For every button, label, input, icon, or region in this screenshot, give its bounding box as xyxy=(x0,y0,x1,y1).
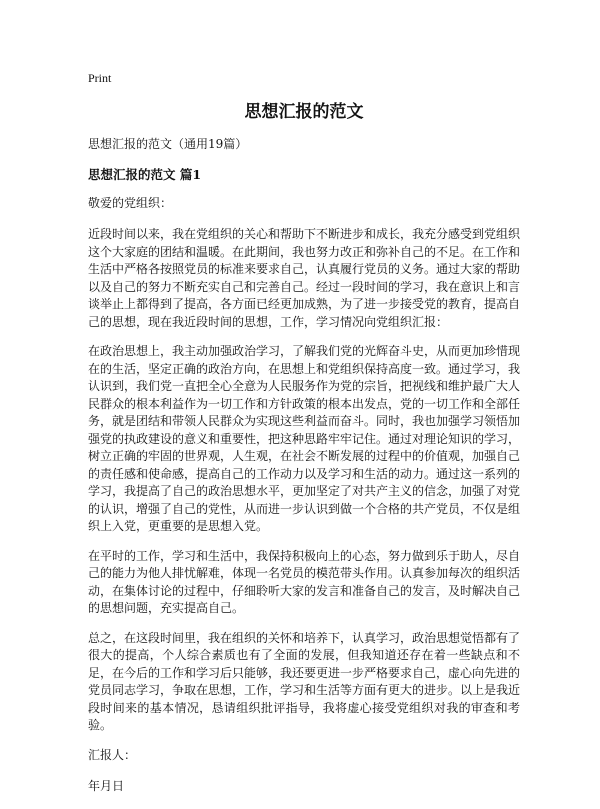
paragraph-4: 总之，在这段时间里，我在组织的关怀和培养下，认真学习，政治思想觉悟都有了很大的提高，个人综合素质也有了全面的发展，但我知道还存在着一些缺点和不足，在今后的工作和学习后只能够，我还要更进一步严格要求自己，虚心向先进的党员同志学习，争取在思想，工作，学习和生活等方面有更大的进步。以上是我近段时间来的基本情况，恳请组织批评指导，我将虚心接受党组织对我的审查和考验。 xyxy=(88,630,521,732)
paragraph-1: 近段时间以来，我在党组织的关心和帮助下不断进步和成长，我充分感受到党组织这个大家庭的团结和温暖。在此期间，我也努力改正和弥补自己的不足。在工作和生活中严格各按照党员的标准来要求自己，认真履行党员的义务。通过大家的帮助以及自己的努力不断充实自己和完善自己。经过一段时间的学习，我在意识上和言谈举止上都得到了提高，各方面已经更加成熟，为了进一步接受党的教育，提高自己的思想，现在我近段时间的思想，工作，学习情况向党组织汇报： xyxy=(88,227,521,329)
section-heading: 思想汇报的范文 篇1 xyxy=(88,167,202,182)
date-label: 年月日 xyxy=(88,778,125,793)
salutation: 敬爱的党组织： xyxy=(88,196,173,210)
document-subtitle: 思想汇报的范文（通用19篇） xyxy=(88,137,248,151)
page-title: 思想汇报的范文 xyxy=(244,102,364,122)
print-link[interactable]: Print xyxy=(88,71,112,85)
reporter-label: 汇报人： xyxy=(88,747,137,762)
document-page xyxy=(88,70,520,809)
paragraph-3: 在平时的工作，学习和生活中，我保持积极向上的心态，努力做到乐于助人，尽自己的能力为他人排忧解难，体现一名党员的模范带头作用。认真参加每次的组织活动，在集体讨论的过程中，仔细聆听大家的发言和准备自己的发言，及时解决自己的思想问题，充实提高自己。 xyxy=(88,548,521,615)
paragraph-2: 在政治思想上，我主动加强政治学习，了解我们党的光辉奋斗史，从而更加珍惜现在的生活，坚定正确的政治方向，在思想上和党组织保持高度一致。通过学习，我认识到，我们党一直把全心全意为人民服务作为党的宗旨，把视线和维护最广大人民群众的根本利益作为一切工作和方针政策的根本出发点，党的一切工作和全部任务，就是团结和带领人民群众为实现这些利益而奋斗。同时，我也加强学习领悟加强党的执政建设的意义和重要性，把这种思路牢牢记住。通过对理论知识的学习，树立正确的牢固的世界观，人生观，在社会不断发展的过程中的价值观，加强自己的责任感和使命感，提高自己的工作动力以及学习和生活的动力。通过这一系列的学习，我提高了自己的政治思想水平，更加坚定了对共产主义的信念，加强了对党的认识，增强了自己的党性，从而进一步认识到做一个合格的共产党员，不仅是组织上入党，更重要的是思想入党。 xyxy=(88,344,521,533)
